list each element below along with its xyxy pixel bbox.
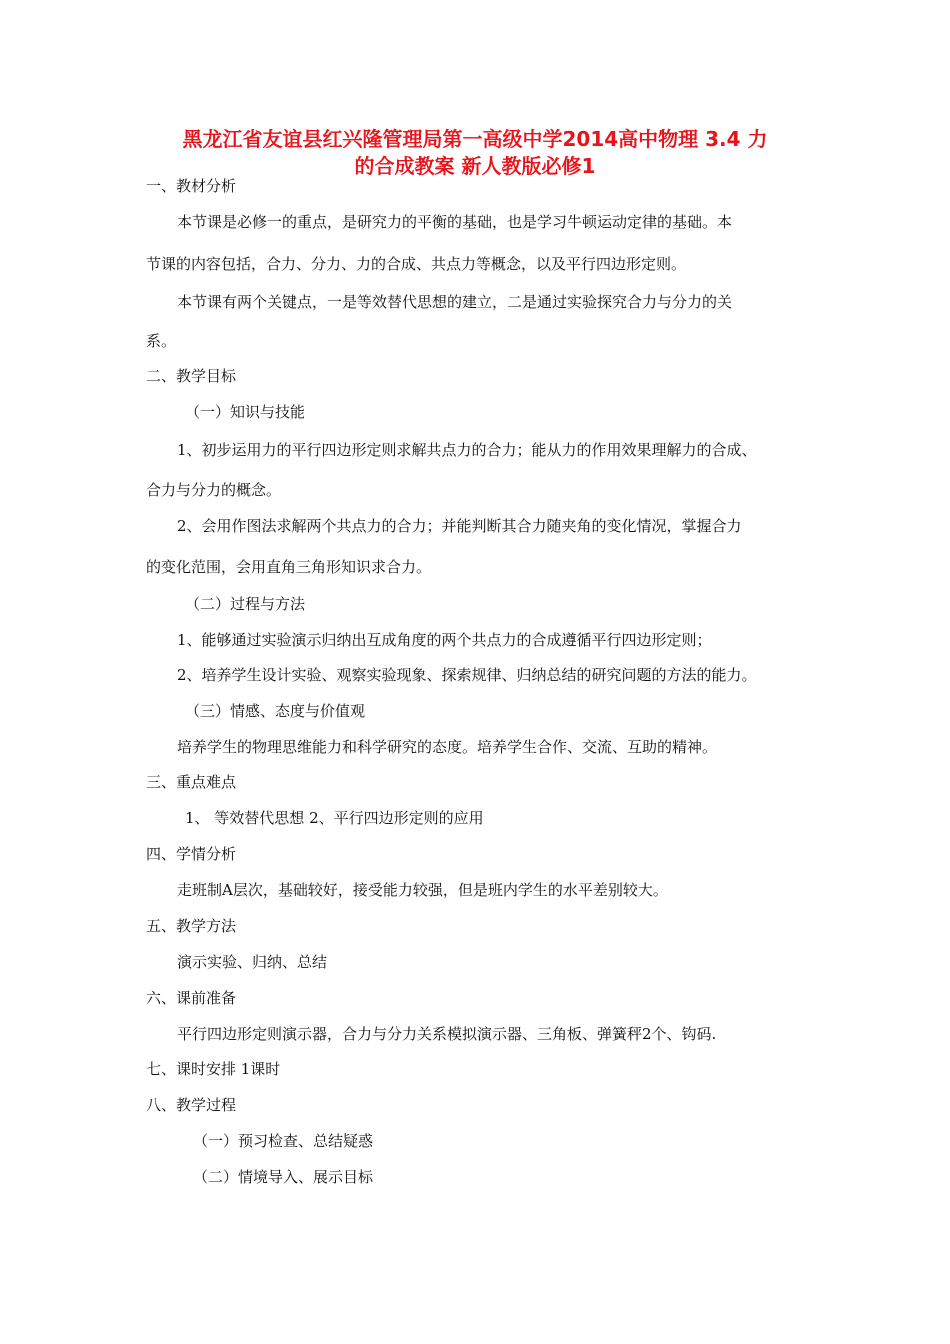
heading-7: 七、课时安排 1课时 bbox=[146, 1060, 281, 1078]
doc-title-line-2: 的合成教案 新人教版必修1 bbox=[354, 154, 596, 178]
paragraph-line: 演示实验、归纳、总结 bbox=[177, 953, 328, 971]
subheading: （一）预习检查、总结疑惑 bbox=[193, 1132, 374, 1150]
paragraph-line: 的变化范围，会用直角三角形知识求合力。 bbox=[146, 558, 432, 576]
paragraph-line: 1、 等效替代思想 2、平行四边形定则的应用 bbox=[185, 809, 484, 827]
heading-8: 八、教学过程 bbox=[146, 1096, 237, 1114]
paragraph-line: 2、培养学生设计实验、观察实验现象、探索规律、归纳总结的研究问题的方法的能力。 bbox=[177, 666, 757, 684]
paragraph-line: 本节课是必修一的重点，是研究力的平衡的基础，也是学习牛顿运动定律的基础。本 bbox=[177, 213, 733, 231]
paragraph-line: 系。 bbox=[146, 332, 177, 350]
heading-5: 五、教学方法 bbox=[146, 917, 237, 935]
paragraph-line: 2、会用作图法求解两个共点力的合力；并能判断其合力随夹角的变化情况，掌握合力 bbox=[177, 517, 742, 535]
paragraph-line: 走班制A层次，基础较好，接受能力较强，但是班内学生的水平差别较大。 bbox=[177, 881, 668, 899]
doc-title-line-1: 黑龙江省友谊县红兴隆管理局第一高级中学2014高中物理 3.4 力 bbox=[182, 127, 768, 151]
subheading: （一）知识与技能 bbox=[185, 403, 306, 421]
paragraph-line: 节课的内容包括，合力、分力、力的合成、共点力等概念，以及平行四边形定则。 bbox=[146, 255, 687, 273]
paragraph-line: 培养学生的物理思维能力和科学研究的态度。培养学生合作、交流、互助的精神。 bbox=[177, 738, 718, 756]
subheading: （三）情感、态度与价值观 bbox=[185, 702, 366, 720]
heading-4: 四、学情分析 bbox=[146, 845, 237, 863]
paragraph-line: 本节课有两个关键点，一是等效替代思想的建立，二是通过实验探究合力与分力的关 bbox=[177, 293, 733, 311]
subheading: （二）过程与方法 bbox=[185, 595, 306, 613]
heading-2: 二、教学目标 bbox=[146, 367, 237, 385]
heading-3: 三、重点难点 bbox=[146, 773, 237, 791]
paragraph-line: 1、能够通过实验演示归纳出互成角度的两个共点力的合成遵循平行四边形定则； bbox=[177, 631, 712, 649]
paragraph-line: 平行四边形定则演示器，合力与分力关系模拟演示器、三角板、弹簧秤2个、钩码. bbox=[177, 1025, 717, 1043]
subheading: （二）情境导入、展示目标 bbox=[193, 1168, 374, 1186]
heading-1: 一、教材分析 bbox=[146, 177, 237, 195]
heading-6: 六、课前准备 bbox=[146, 989, 237, 1007]
paragraph-line: 合力与分力的概念。 bbox=[146, 481, 282, 499]
paragraph-line: 1、初步运用力的平行四边形定则求解共点力的合力；能从力的作用效果理解力的合成、 bbox=[177, 441, 757, 459]
